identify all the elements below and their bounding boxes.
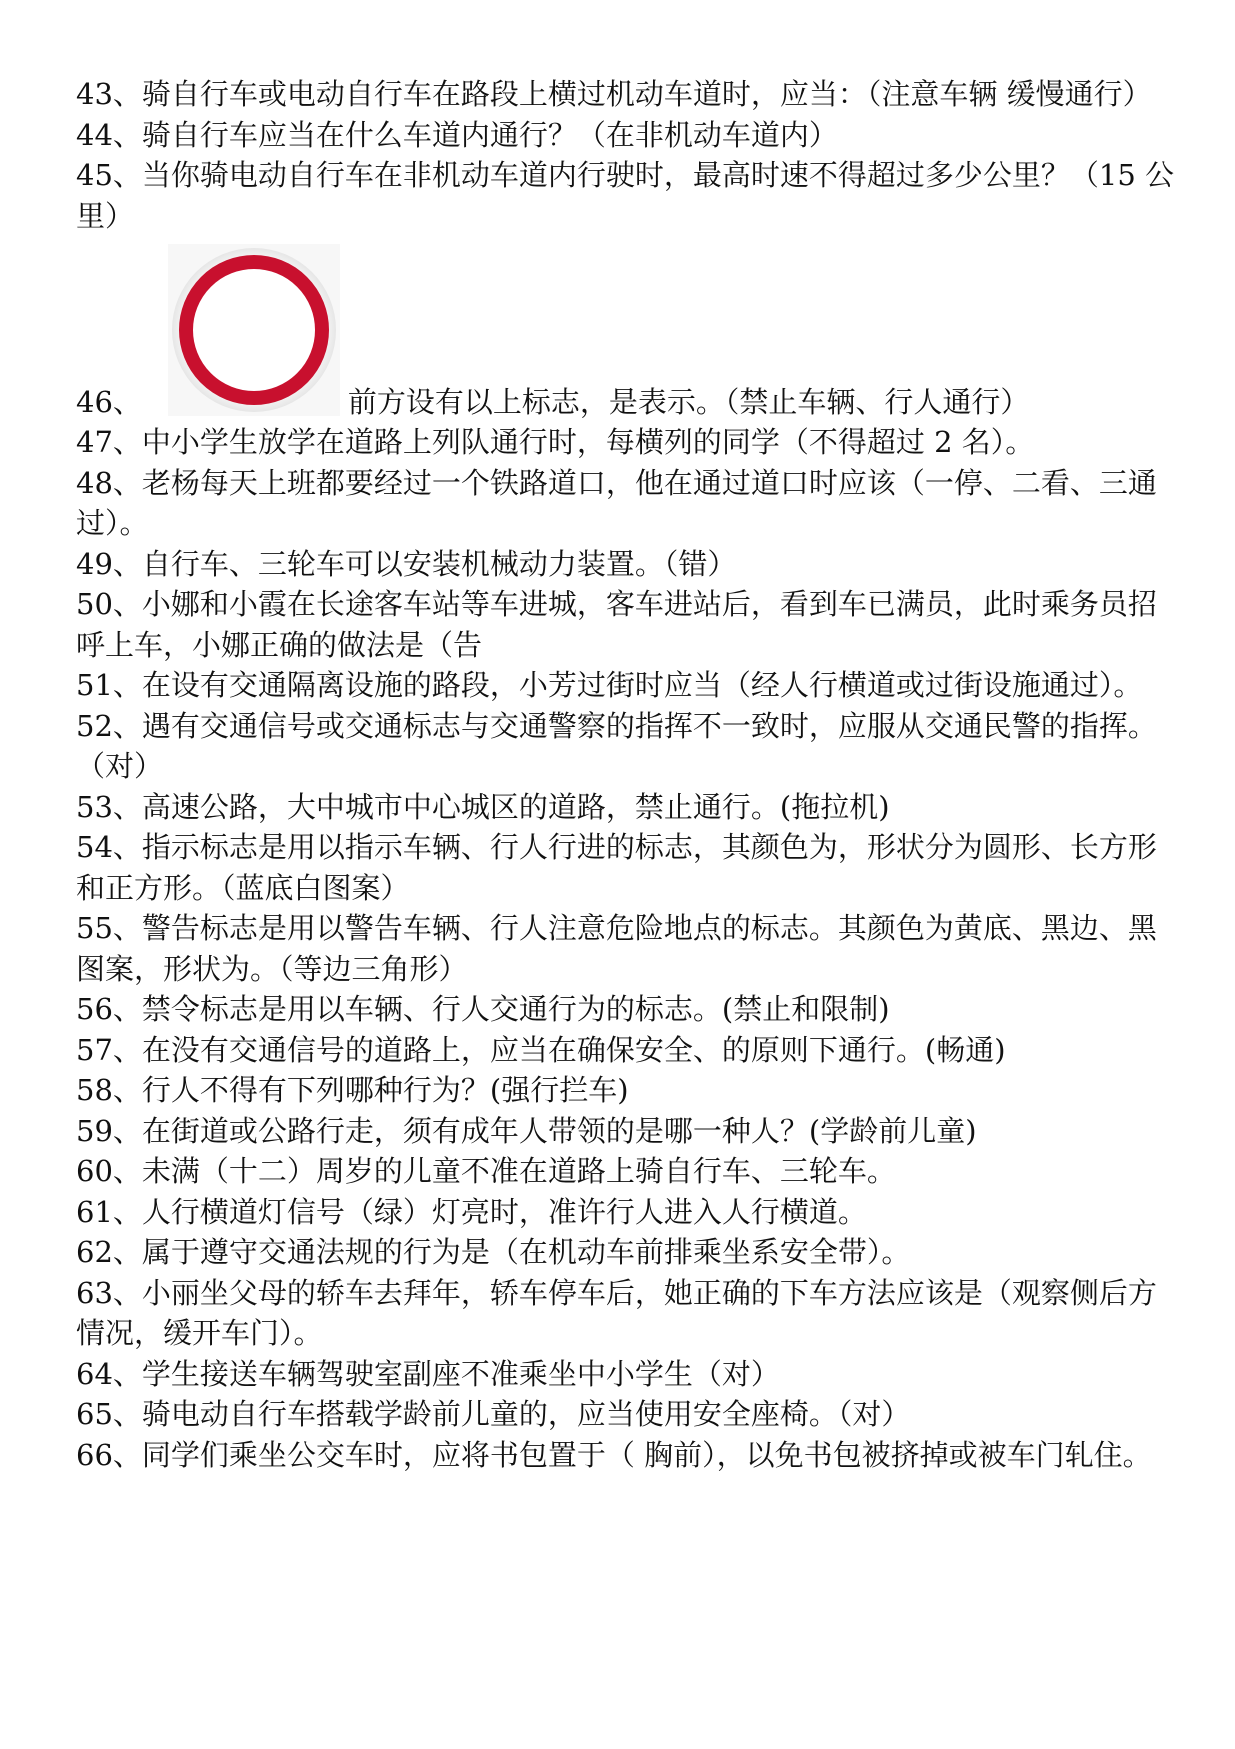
question-45: 45、当你骑电动自行车在非机动车道内行驶时，最高时速不得超过多少公里？（15 公里）: [76, 158, 1175, 233]
question-54: 54、指示标志是用以指示车辆、行人行进的标志，其颜色为，形状分为圆形、长方形和正方形。（蓝底白图案）: [76, 830, 1157, 905]
question-46-text: 前方设有以上标志，是表示。（禁止车辆、行人通行）: [347, 384, 1030, 419]
question-50: 50、小娜和小霞在长途客车站等车进城，客车进站后，看到车已满员，此时乘务员招呼上车，小娜正确的做法是（告: [76, 587, 1157, 662]
question-47: 47、中小学生放学在道路上列队通行时，每横列的同学（不得超过 2 名）。: [76, 425, 1035, 459]
question-57: 57、在没有交通信号的道路上，应当在确保安全、的原则下通行。(畅通): [76, 1032, 1006, 1067]
question-64: 64、学生接送车辆驾驶室副座不准乘坐中小学生（对）: [76, 1356, 780, 1391]
question-66: 66、同学们乘坐公交车时，应将书包置于（ 胸前），以免书包被挤掉或被车门轧住。: [76, 1437, 1152, 1472]
question-list-part-1: [76, 74, 1176, 236]
question-49: 49、自行车、三轮车可以安装机械动力装置。（错）: [76, 546, 737, 581]
question-55: 55、警告标志是用以警告车辆、行人注意危险地点的标志。其颜色为黄底、黑边、黑图案，形状为。（等边三角形）: [76, 911, 1157, 986]
question-53: 53、高速公路，大中城市中心城区的道路，禁止通行。(拖拉机): [76, 789, 890, 824]
question-48: 48、老杨每天上班都要经过一个铁路道口，他在通过道口时应该（一停、二看、三通过）。: [76, 465, 1157, 540]
question-59: 59、在街道或公路行走，须有成年人带领的是哪一种人？(学龄前儿童): [76, 1113, 977, 1148]
question-46: [76, 236, 1176, 422]
question-43: 43、骑自行车或电动自行车在路段上横过机动车道时，应当：（注意车辆 缓慢通行）: [76, 77, 1152, 111]
question-list-part-2: [76, 422, 1176, 1475]
question-58: 58、行人不得有下列哪种行为？(强行拦车): [76, 1073, 629, 1107]
question-44: 44、骑自行车应当在什么车道内通行？（在非机动车道内）: [76, 117, 838, 152]
question-52: 52、遇有交通信号或交通标志与交通警察的指挥不一致时，应服从交通民警的指挥。（对）: [76, 708, 1157, 783]
question-61: 61、人行横道灯信号（绿）灯亮时，准许行人进入人行横道。: [76, 1194, 867, 1229]
question-63: 63、小丽坐父母的轿车去拜年，轿车停车后，她正确的下车方法应该是（观察侧后方情况，缓开车门）。: [76, 1275, 1157, 1350]
question-56: 56、禁令标志是用以车辆、行人交通行为的标志。(禁止和限制): [76, 992, 890, 1026]
question-51: 51、在设有交通隔离设施的路段，小芳过街时应当（经人行横道或过街设施通过）。: [76, 668, 1143, 702]
question-65: 65、骑电动自行车搭载学龄前儿童的，应当使用安全座椅。（对）: [76, 1397, 911, 1431]
question-62: 62、属于遵守交通法规的行为是（在机动车前排乘坐系安全带）。: [76, 1235, 911, 1269]
document-page: [76, 74, 1176, 1475]
question-60: 60、未满（十二）周岁的儿童不准在道路上骑自行车、三轮车。: [76, 1154, 896, 1188]
no-vehicles-sign-icon: [168, 244, 340, 416]
question-46-number: 46、: [76, 384, 142, 419]
